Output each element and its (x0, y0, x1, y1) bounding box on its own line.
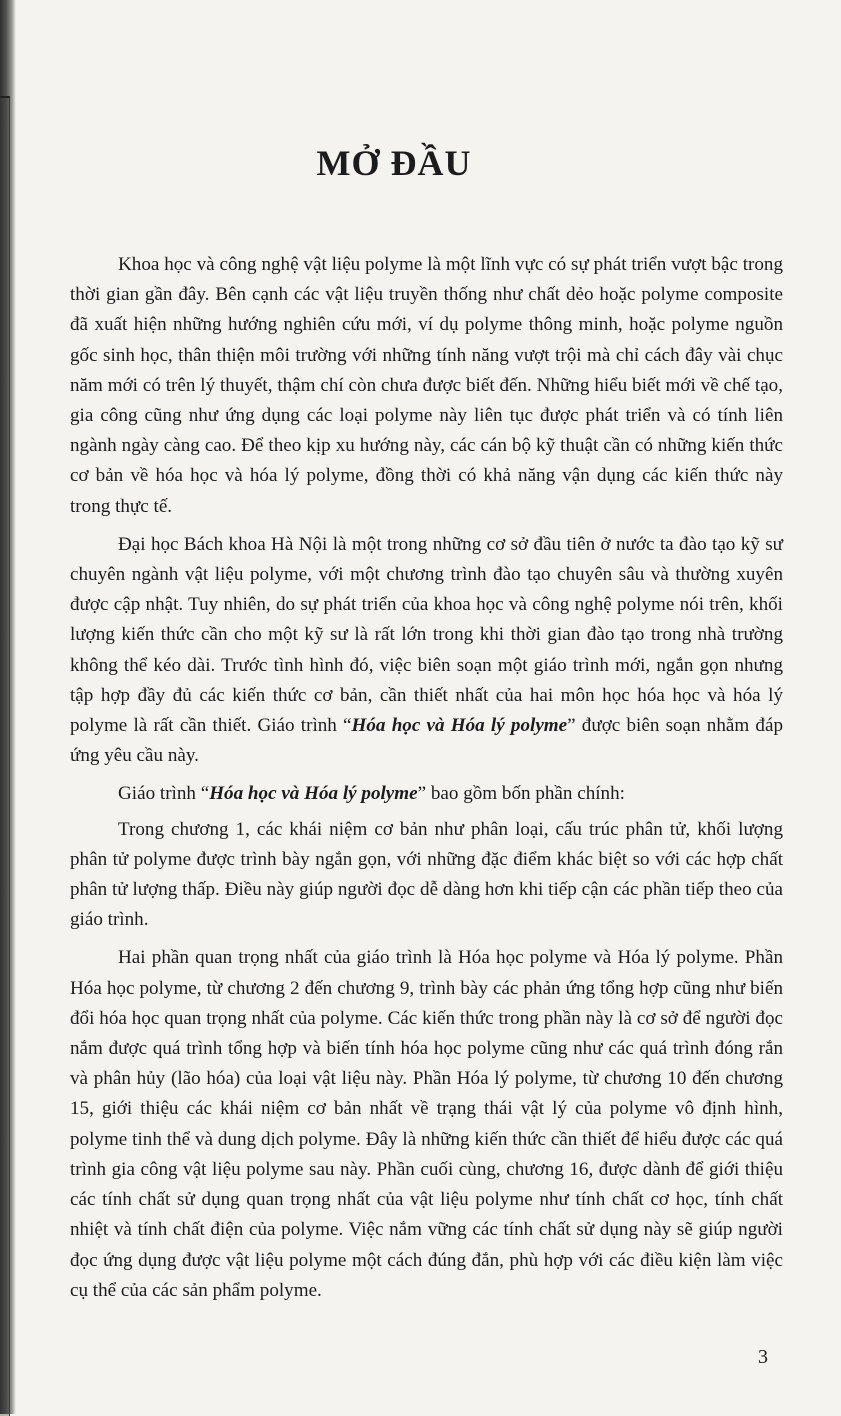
paragraph-structure (70, 779, 783, 809)
body-text (70, 250, 783, 1314)
page-number: 3 (758, 1346, 768, 1368)
paragraph-intro: Khoa học và công nghệ vật liệu polyme là một lĩnh vực có sự phát triển vượt bậc trong thời gian gần đây. Bên cạnh các vật liệu truyền thống như chất dẻo hoặc polyme composite đã xuất hiện những hướng nghiên cứu mới, ví dụ polyme thông minh, hoặc polyme nguồn gốc sinh học, thân thiện môi trường với những tính năng vượt trội mà chỉ cách đây vài chục năm mới có trên lý thuyết, thậm chí còn chưa được biết đến. Những hiểu biết mới về chế tạo, gia công cũng như ứng dụng các loại polyme này liên tục được phát triển và có tính liên ngành ngày càng cao. Để theo kịp xu hướng này, các cán bộ kỹ thuật cần có những kiến thức cơ bản về hóa học và hóa lý polyme, đồng thời có khả năng vận dụng các kiến thức này trong thực tế. (70, 254, 783, 517)
binding-edge (0, 96, 10, 1416)
book-title: Hóa học và Hóa lý polyme (209, 783, 418, 805)
paragraph-structure-text-before: Giáo trình “ (118, 783, 210, 805)
paragraph-structure-text-after: ” bao gồm bốn phần chính: (417, 783, 625, 805)
paragraph-main-parts: Hai phần quan trọng nhất của giáo trình là Hóa học polyme và Hóa lý polyme. Phần Hóa học polyme, từ chương 2 đến chương 9, trình bày các phản ứng tổng hợp cũng như biến đổi hóa học quan trọng nhất của polyme. Các kiến thức trong phần này là cơ sở để người đọc nắm được quá trình tổng hợp và biến tính hóa học polyme cũng như các quá trình đóng rắn và phân hủy (lão hóa) của loại vật liệu này. Phần Hóa lý polyme, từ chương 10 đến chương 15, giới thiệu các khái niệm cơ bản nhất về trạng thái vật lý của polyme vô định hình, polyme tinh thể và dung dịch polyme. Đây là những kiến thức cần thiết để hiểu được các quá trình gia công vật liệu polyme sau này. Phần cuối cùng, chương 16, được dành để giới thiệu các tính chất sử dụng quan trọng nhất của vật liệu polyme như tính chất cơ học, tính chất nhiệt và tính chất điện của polyme. Việc nắm vững các tính chất sử dụng này sẽ giúp người đọc ứng dụng được vật liệu polyme một cách đúng đắn, phù hợp với các điều kiện làm việc cụ thể của các sản phẩm polyme. (70, 947, 783, 1301)
paragraph-chapter-1: Trong chương 1, các khái niệm cơ bản như phân loại, cấu trúc phân tử, khối lượng phân tử polyme được trình bày ngắn gọn, với những đặc điểm khác biệt so với các hợp chất phân tử lượng thấp. Điều này giúp người đọc dễ dàng hơn khi tiếp cận các phần tiếp theo của giáo trình. (70, 818, 783, 931)
paragraph-university (70, 530, 783, 772)
page-title: MỞ ĐẦU (316, 143, 472, 183)
book-title: Hóa học và Hóa lý polyme (351, 715, 568, 737)
paragraph-university-text-before: Đại học Bách khoa Hà Nội là một trong những cơ sở đầu tiên ở nước ta đào tạo kỹ sư chuyên ngành vật liệu polyme, với một chương trình đào tạo chuyên sâu và thường xuyên được cập nhật. Tuy nhiên, do sự phát triển của khoa học và công nghệ polyme nói trên, khối lượng kiến thức cần cho một kỹ sư là rất lớn trong khi thời gian đào tạo trong nhà trường không thể kéo dài. Trước tình hình đó, việc biên soạn một giáo trình mới, ngắn gọn nhưng tập hợp đầy đủ các kiến thức cơ bản, cần thiết nhất của hai môn học hóa học và hóa lý polyme là rất cần thiết. Giáo trình “ (70, 533, 783, 737)
paragraph-university-text-after: ” được biên soạn nhằm đáp ứng yêu cầu này. (70, 715, 783, 767)
